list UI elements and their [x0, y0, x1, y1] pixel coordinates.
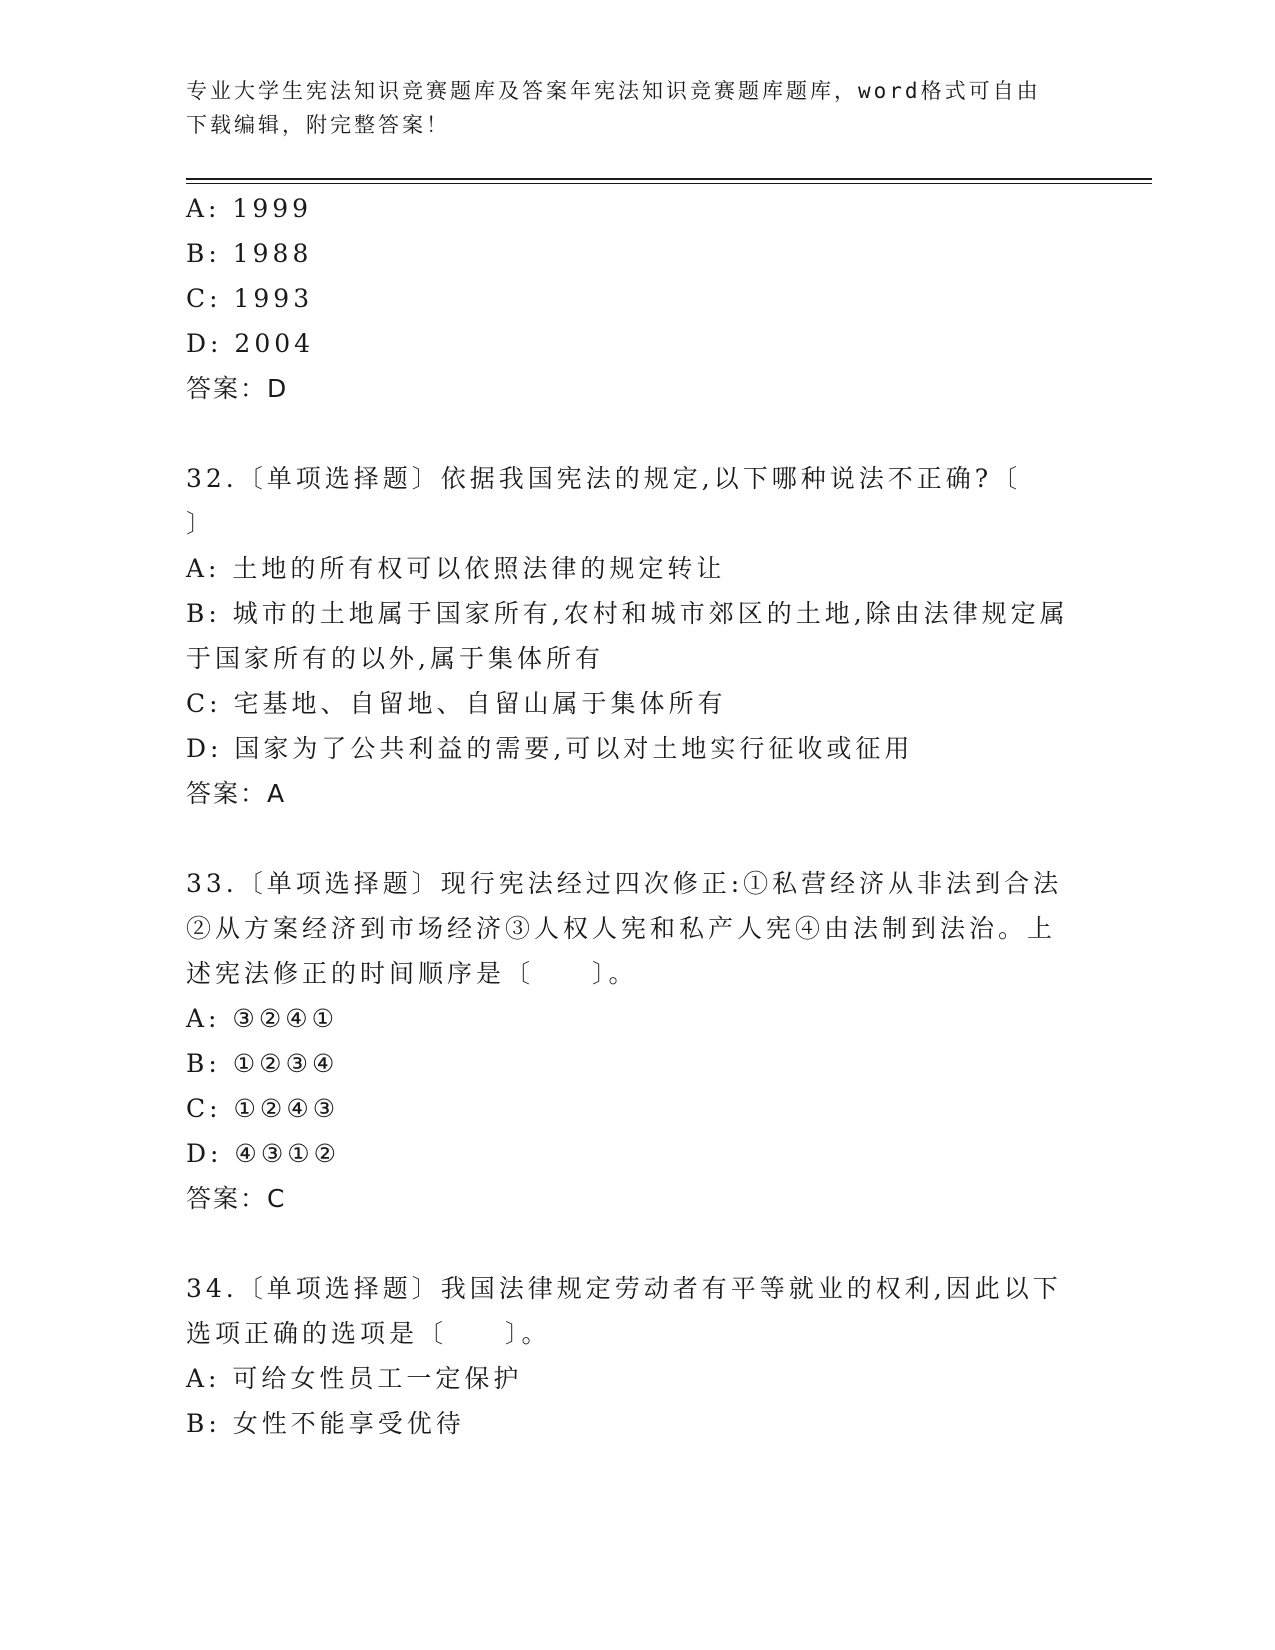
q32-question-line-2: 〕 [186, 509, 216, 538]
q34-question-line-1: 34.〔单项选择题〕我国法律规定劳动者有平等就业的权利,因此以下 [186, 1274, 1062, 1303]
q32-option-b-line-1: B: 城市的土地属于国家所有,农村和城市郊区的土地,除由法律规定属 [186, 599, 1069, 628]
q34-option-a: A: 可给女性员工一定保护 [186, 1364, 523, 1393]
q33-option-d: D: ④③①② [186, 1139, 341, 1168]
q32-option-d: D: 国家为了公共利益的需要,可以对土地实行征收或征用 [186, 734, 914, 763]
q33-question-line-3: 述宪法修正的时间顺序是〔 〕。 [186, 959, 638, 988]
q31-option-b: B: 1988 [186, 239, 313, 268]
document-header [186, 74, 1086, 142]
header-divider-thin [186, 183, 1152, 184]
q33-option-b: B: ①②③④ [186, 1049, 339, 1078]
q31-answer: 答案：D [186, 374, 289, 403]
q33-question-line-2: ②从方案经济到市场经济③人权人宪和私产人宪④由法制到法治。上 [186, 914, 1057, 943]
q34-question-line-2: 选项正确的选项是〔 〕。 [186, 1319, 551, 1348]
q31-option-a: A: 1999 [186, 194, 313, 223]
q34-option-b: B: 女性不能享受优待 [186, 1409, 465, 1438]
q33-option-c: C: ①②④③ [186, 1094, 340, 1123]
q32-answer: 答案：A [186, 779, 287, 808]
q32-question-line-1: 32.〔单项选择题〕依据我国宪法的规定,以下哪种说法不正确?〔 [186, 464, 1022, 493]
header-line-2: 下载编辑，附完整答案！ [186, 113, 450, 137]
header-line-1: 专业大学生宪法知识竞赛题库及答案年宪法知识竞赛题库题库，word格式可自由 [186, 79, 1041, 103]
q32-option-c: C: 宅基地、自留地、自留山属于集体所有 [186, 689, 727, 718]
q31-option-d: D: 2004 [186, 329, 315, 358]
q32-option-a: A: 土地的所有权可以依照法律的规定转让 [186, 554, 726, 583]
q32-option-b-line-2: 于国家所有的以外,属于集体所有 [186, 644, 604, 673]
q33-option-a: A: ③②④① [186, 1004, 339, 1033]
q31-option-c: C: 1993 [186, 284, 314, 313]
q33-question-line-1: 33.〔单项选择题〕现行宪法经过四次修正:①私营经济从非法到合法 [186, 869, 1063, 898]
header-divider-thick [186, 178, 1152, 180]
q33-answer: 答案：C [186, 1184, 287, 1213]
